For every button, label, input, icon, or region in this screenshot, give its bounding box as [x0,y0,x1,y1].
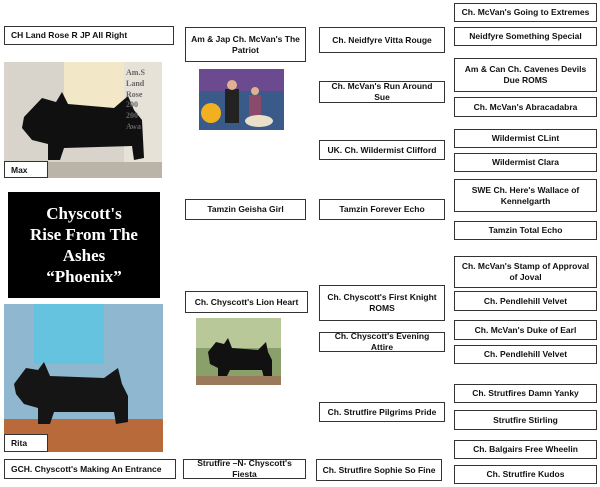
sire-dam-name: Tamzin Geisha Girl [185,199,306,220]
gen3-name-5: Ch. Chyscott's First Knight ROMS [319,285,445,321]
gen4-name-11: Ch. McVan's Duke of Earl [454,320,597,340]
sire-photo-caption: Max [4,161,48,178]
gen3-name-4: Tamzin Forever Echo [319,199,445,220]
dam-sire-name: Ch. Chyscott's Lion Heart [185,291,308,313]
gen4-name-5: Wildermist CLint [454,129,597,148]
show-photo-patriot [199,69,284,130]
photo-watermark: Am.S Land Rose 200 200 Awa [126,68,145,131]
gen4-name-6: Wildermist Clara [454,153,597,172]
gen4-name-8: Tamzin Total Echo [454,221,597,240]
show-photo-lion-heart [196,318,281,385]
gen4-name-3: Am & Can Ch. Cavenes Devils Due ROMS [454,58,597,92]
lion-heart-photo [196,318,281,385]
gen3-name-7: Ch. Strutfire Pilgrims Pride [319,402,445,422]
dam-dam-name: Strutfire –N- Chyscott's Fiesta [183,459,306,479]
dam-photo [4,304,163,452]
gen4-name-13: Ch. Strutfires Damn Yanky [454,384,597,403]
gen4-name-10: Ch. Pendlehill Velvet [454,291,597,311]
gen4-name-15: Ch. Balgairs Free Wheelin [454,440,597,459]
sire-name: CH Land Rose R JP All Right [4,26,174,45]
gen4-name-2: Neidfyre Something Special [454,27,597,46]
gen4-name-16: Ch. Strutfire Kudos [454,465,597,484]
dam-name: GCH. Chyscott's Making An Entrance [4,459,176,479]
gen3-name-6: Ch. Chyscott's Evening Attire [319,332,445,352]
gen4-name-1: Ch. McVan's Going to Extremes [454,3,597,22]
gen4-name-9: Ch. McVan's Stamp of Approval of Joval [454,256,597,288]
gen4-name-12: Ch. Pendlehill Velvet [454,345,597,364]
gen3-name-3: UK. Ch. Wildermist Clifford [319,140,445,160]
gen4-name-4: Ch. McVan's Abracadabra [454,97,597,117]
gen4-name-7: SWE Ch. Here's Wallace of Kennelgarth [454,179,597,212]
gen4-name-14: Strutfire Stirling [454,410,597,430]
scottish-terrier-photo-rita [4,304,163,452]
dog-title: Chyscott's Rise From The Ashes “Phoenix” [8,192,160,298]
gen3-name-1: Ch. Neidfyre Vitta Rouge [319,27,445,53]
gen3-name-8: Ch. Strutfire Sophie So Fine [316,459,442,481]
dam-photo-caption: Rita [4,434,48,452]
gen3-name-2: Ch. McVan's Run Around Sue [319,81,445,103]
sire-sire-name: Am & Jap Ch. McVan's The Patriot [185,27,306,62]
patriot-photo [199,69,284,130]
